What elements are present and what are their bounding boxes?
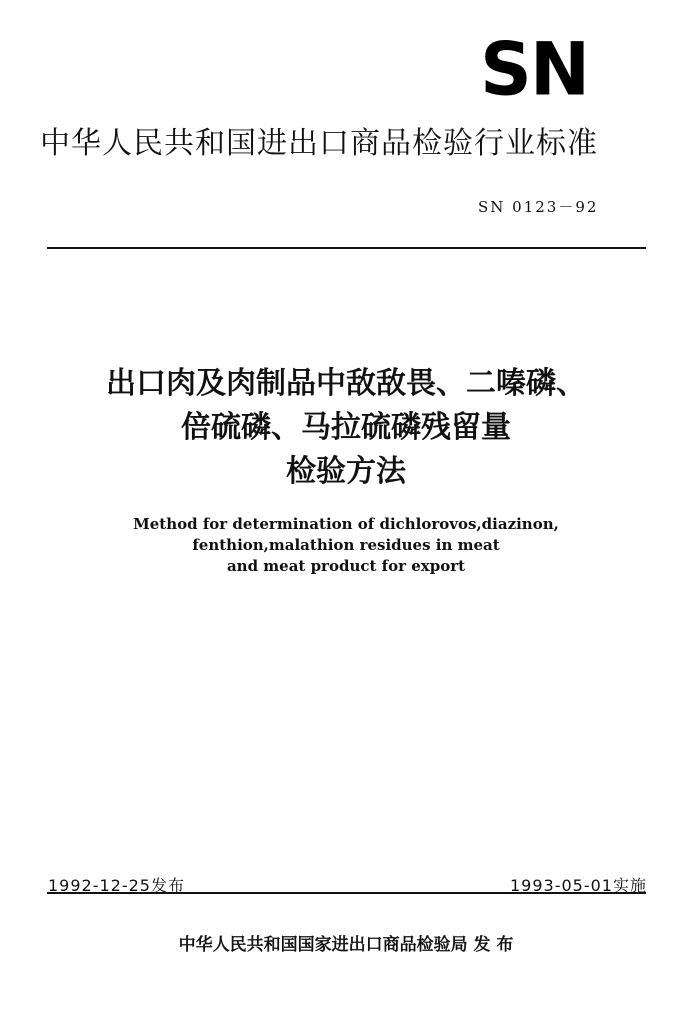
chinese-title <box>60 362 632 494</box>
english-title <box>60 514 632 577</box>
header-divider <box>47 247 646 249</box>
english-title-line-3: and meat product for export <box>226 557 466 575</box>
footer-divider <box>47 892 646 894</box>
chinese-title-line-2: 倍硫磷、马拉硫磷残留量 <box>181 410 511 445</box>
chinese-title-line-1: 出口肉及肉制品中敌敌畏、二嗪磷、 <box>106 366 586 401</box>
standard-number: SN 0123－92 <box>478 198 599 216</box>
english-title-line-2: fenthion,malathion residues in meat <box>192 536 500 554</box>
chinese-title-line-3: 检验方法 <box>286 454 406 489</box>
issuing-authority: 中华人民共和国国家进出口商品检验局 发 布 <box>178 935 514 955</box>
issuer-heading: 中华人民共和国进出口商品检验行业标准 <box>40 126 598 161</box>
implementation-date: 1993-05-01实施 <box>510 876 647 895</box>
issue-date: 1992-12-25发布 <box>48 876 185 895</box>
english-title-line-1: Method for determination of dichlorovos,diazinon, <box>133 515 559 533</box>
sn-logo: SN <box>480 26 589 112</box>
